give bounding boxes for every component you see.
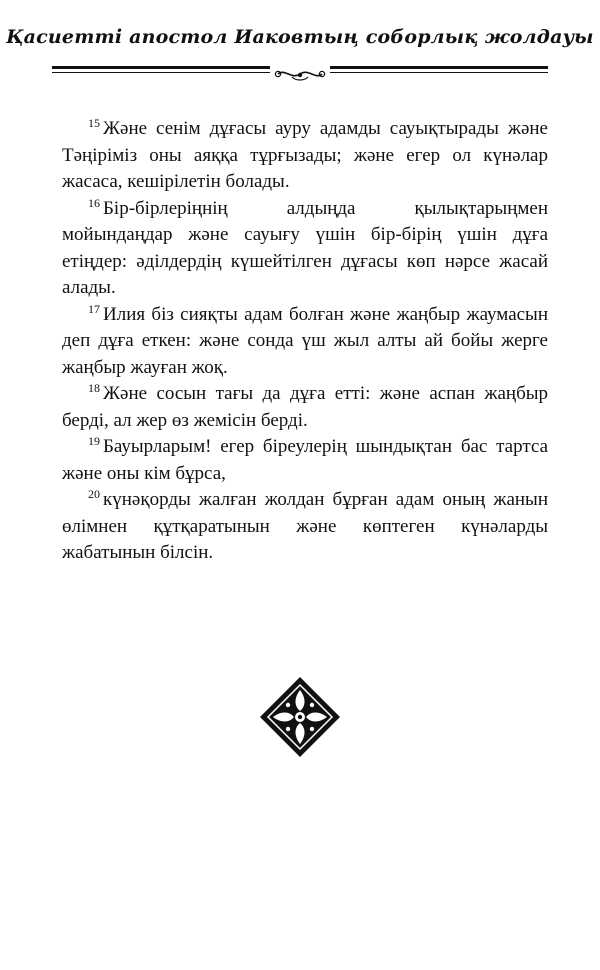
verse-text: Және сенім дұғасы ауру адамды сауықтырады және Тәңіріміз оны аяққа тұрғызады; және егер ол күнәлар жасаса, кешірілетін болады. [62,118,548,192]
verse-15 [62,116,548,196]
verse-text: Илия біз сияқты адам болған және жаңбыр жаумасын деп дұға еткен: және сонда үш жыл алты ай бойы жерге жаңбыр жауған жоқ. [62,303,548,378]
verse-text-block [62,116,548,567]
verse-number: 18 [88,381,100,395]
verse-number: 20 [88,487,100,501]
verse-16 [62,196,548,302]
verse-number: 16 [88,195,100,210]
verse-18 [62,381,548,434]
verse-17 [62,302,548,382]
verse-text: Және сосын тағы да дұға етті: және аспан жаңбыр берді, ал жер өз жемісін берді. [62,383,548,431]
running-header-title: Қасиетті апостол Иаковтың соборлық жолдауы [6,26,594,48]
verse-text: күнәқорды жалған жолдан бұрған адам оның жанын өлімнен құтқаратынын және көптеген күнәларды жабатынын білсін. [62,489,548,563]
diamond-fleuron-icon [259,676,341,758]
verse-number: 15 [88,116,100,130]
scroll-flourish-icon [270,66,330,84]
verse-20 [62,487,548,567]
verse-text: Бір-бірлеріңнің алдыңда қылықтарыңмен мойындаңдар және сауығу үшін бір-бірің үшін дұға етіңдер: әділдердің күшейтілген дұғасы көп нәрсе жасай алады. [62,197,548,298]
verse-19 [62,434,548,487]
verse-number: 17 [88,301,100,316]
verse-number: 19 [88,434,100,448]
verse-text: Бауырларым! егер біреулерің шындықтан бас тартса және оны кім бұрса, [62,436,548,484]
